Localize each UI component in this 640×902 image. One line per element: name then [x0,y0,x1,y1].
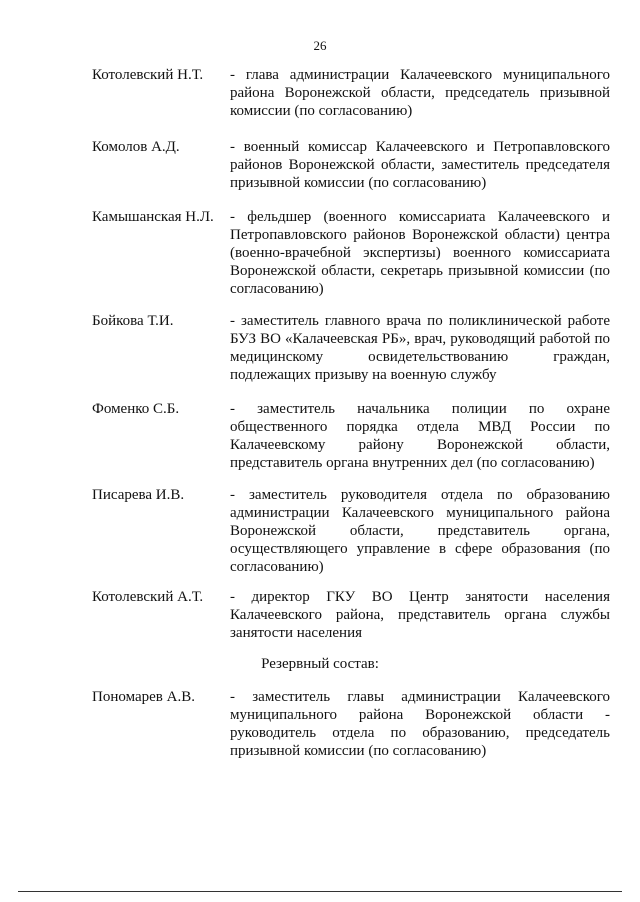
member-role: - глава администрации Калачеевского муниципального района Воронежской области, председатель призывной комиссии (по согласованию) [230,67,610,119]
member-entry [0,400,640,472]
member-name: Фоменко С.Б. [92,401,180,417]
member-entry [0,138,640,192]
member-role: - директор ГКУ ВО Центр занятости населения Калачеевского района, представитель органа службы занятости населения [230,589,610,641]
member-name: Комолов А.Д. [92,139,180,155]
member-entry [0,486,640,576]
member-role: - заместитель начальника полиции по охране общественного порядка отдела МВД России по Калачеевскому району Воронежской области, представитель органа внутренних дел (по согласованию) [230,401,610,471]
member-name: Котолевский Н.Т. [92,67,204,83]
member-role: - фельдшер (военного комиссариата Калачеевского и Петропавловского районов Воронежской области) центра (военно-врачебной экспертизы) военного комиссариата Воронежской области, секретарь призывной комиссии (по согласованию) [230,209,610,297]
member-name: Бойкова Т.И. [92,313,174,329]
member-role: - военный комиссар Калачеевского и Петропавловского районов Воронежской области, заместитель председателя призывной комиссии (по согласованию) [230,139,610,191]
member-role: - заместитель главы администрации Калачеевского муниципального района Воронежской области - руководитель отдела по образованию, председатель призывной комиссии (по согласованию) [230,689,610,759]
reserve-member-entry [0,688,640,760]
reserve-section-title: Резервный состав: [261,656,379,672]
member-entry [0,312,640,384]
footer-divider [18,891,622,892]
member-role: - заместитель руководителя отдела по образованию администрации Калачеевского муниципального района Воронежской области, представитель органа, осуществляющего управление в сфере образования (по согласованию) [230,487,610,575]
member-entry [0,208,640,298]
page-number: 26 [313,38,327,53]
member-role: - заместитель главного врача по поликлинической работе БУЗ ВО «Калачеевская РБ», врач, руководящий работой по медицинскому освидетельствованию граждан, подлежащих призыву на военную службу [230,313,610,383]
member-name: Пономарев А.В. [92,689,195,705]
member-entry [0,66,640,120]
member-entry [0,588,640,642]
member-name: Писарева И.В. [92,487,185,503]
member-name: Камышанская Н.Л. [92,209,214,225]
member-name: Котолевский А.Т. [92,589,204,605]
